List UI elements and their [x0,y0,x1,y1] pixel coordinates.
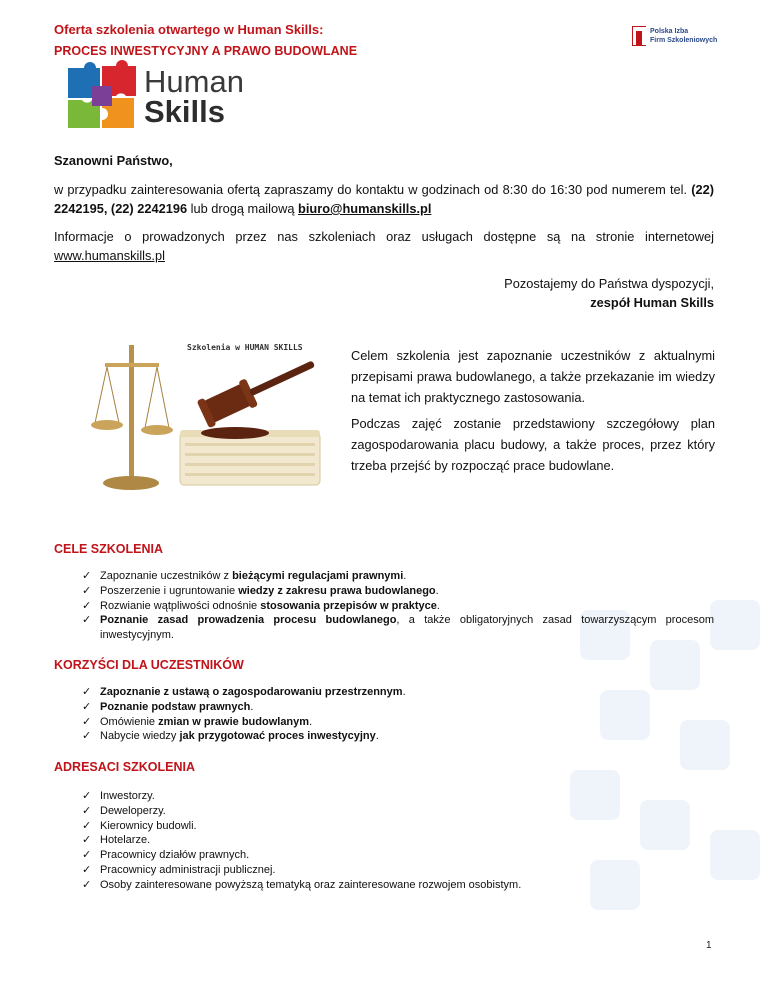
checkmark-icon: ✓ [82,700,92,713]
list-item-post: . [250,700,254,713]
list-item-pre: Kierownicy budowli. [100,819,197,832]
section-title-audience: ADRESACI SZKOLENIA [54,760,195,774]
image-caption: Szkolenia w HUMAN SKILLS [187,343,303,352]
pifs-logo-line1: Polska Izba [650,28,689,35]
list-item-post: . [403,570,407,582]
list-item [82,833,714,848]
closing-signature: zespół Human Skills [590,295,714,310]
list-item-bold: Poznanie zasad prowadzenia procesu budowlanego [100,614,397,627]
logo-word-skills: Skills [144,94,225,129]
contact-phones: (22) 2242195, (22) 2242196 [54,182,714,216]
list-item [82,584,714,599]
list-item-pre: Pracownicy administracji publicznej. [100,863,276,876]
offer-title: Oferta szkolenia otwartego w Human Skills: [54,22,324,37]
pifs-logo-line2: Firm Szkoleniowych [650,37,718,44]
pifs-logo [632,26,722,48]
list-item-pre: Rozwianie wątpliwości odnośnie [100,599,261,612]
list-item-bold: stosowania przepisów w praktyce [260,599,437,612]
checkmark-icon: ✓ [82,570,92,582]
list-item [82,848,714,863]
law-scale-image [85,333,335,498]
checkmark-icon: ✓ [82,804,92,817]
contact-text-2: lub drogą mailową [187,201,299,216]
checkmark-icon: ✓ [82,878,92,891]
list-item [82,569,714,584]
list-item-post: . [309,715,313,728]
list-item [82,878,714,893]
gavel-scale-icon [85,333,335,498]
human-skills-logo [64,60,264,132]
list-item-pre: Nabycie wiedzy [100,730,180,743]
checkmark-icon: ✓ [82,614,92,627]
list-item [82,729,714,744]
list-item-pre: Omówienie [100,715,159,728]
closing-line1: Pozostajemy do Państwa dyspozycji, [504,276,714,291]
list-item-pre: Osoby zainteresowane powyższą tematyką oraz zainteresowane rozwojem osobistym. [100,878,522,891]
section-title-benefits: KORZYŚCI DLA UCZESTNIKÓW [54,658,244,672]
list-item-bold: zmian w prawie budowlanym [158,715,310,728]
checkmark-icon: ✓ [82,715,92,728]
list-item [82,789,714,804]
list-item-bold: jak przygotować proces inwestycyjny [179,730,376,743]
intro-paragraph-1: Celem szkolenia jest zapoznanie uczestników z aktualnymi przepisami prawa budowlanego, a także przekazanie im wiedzy na temat ich praktycznego zastosowania. [351,348,715,405]
checkmark-icon: ✓ [82,819,92,832]
goals-list [82,569,714,643]
list-item-pre: Poszerzenie i ugruntowanie [100,584,239,597]
list-item-pre: Deweloperzy. [100,804,166,817]
intro-paragraph-2: Podczas zajęć zostanie przedstawiony szczegółowy plan zagospodarowania placu budowy, a także proces, przez który trzeba przejść by rozpocząć prace budowlane. [351,416,715,473]
contact-text: w przypadku zainteresowania ofertą zapraszamy do kontaktu w godzinach od 8:30 do 16:30 pod numerem tel. [54,182,688,197]
contact-paragraph [54,180,714,218]
checkmark-icon: ✓ [82,599,92,612]
list-item [82,613,714,643]
list-item-pre: Inwestorzy. [100,790,155,802]
checkmark-icon: ✓ [82,686,92,698]
info-text: Informacje o prowadzonych przez nas szkoleniach oraz usługach dostępne są na stronie internetowej [54,229,714,244]
pifs-mark-icon [632,26,646,46]
list-item [82,819,714,834]
checkmark-icon: ✓ [82,730,92,743]
list-item [82,804,714,819]
list-item-pre: Zapoznanie uczestników z [100,570,233,582]
audience-list [82,789,714,893]
list-item-post: . [435,584,439,597]
list-item [82,685,714,700]
list-item-post: , a także obligatoryjnych zasad towarzyszącym procesom inwestycyjnym. [100,614,714,642]
benefits-list [82,685,714,744]
course-title: PROCES INWESTYCYJNY A PRAWO BUDOWLANE [54,44,358,58]
list-item-bold: Zapoznanie z ustawą o zagospodarowaniu przestrzennym [100,686,403,698]
list-item-bold: Poznanie podstaw prawnych [100,700,251,713]
list-item-bold: wiedzy z zakresu prawa budowlanego [238,584,436,597]
list-item [82,700,714,715]
list-item [82,863,714,878]
checkmark-icon: ✓ [82,849,92,862]
website-link[interactable]: www.humanskills.pl [54,248,165,263]
list-item-pre: Pracownicy działów prawnych. [100,849,250,862]
list-item [82,715,714,730]
puzzle-logo-icon [64,60,140,132]
info-paragraph [54,227,714,265]
checkmark-icon: ✓ [82,863,92,876]
section-title-goals: CELE SZKOLENIA [54,542,164,556]
greeting: Szanowni Państwo, [54,153,173,168]
list-item-bold: bieżącymi regulacjami prawnymi [232,570,404,582]
checkmark-icon: ✓ [82,790,92,802]
page-number: 1 [706,940,712,951]
contact-email-link[interactable]: biuro@humanskills.pl [298,201,432,216]
list-item-post: . [436,599,440,612]
logo-word-human: Human [144,64,244,99]
checkmark-icon: ✓ [82,584,92,597]
list-item-post: . [375,730,379,743]
checkmark-icon: ✓ [82,834,92,847]
list-item-pre: Hotelarze. [100,834,151,847]
list-item-post: . [402,686,406,698]
list-item [82,599,714,614]
